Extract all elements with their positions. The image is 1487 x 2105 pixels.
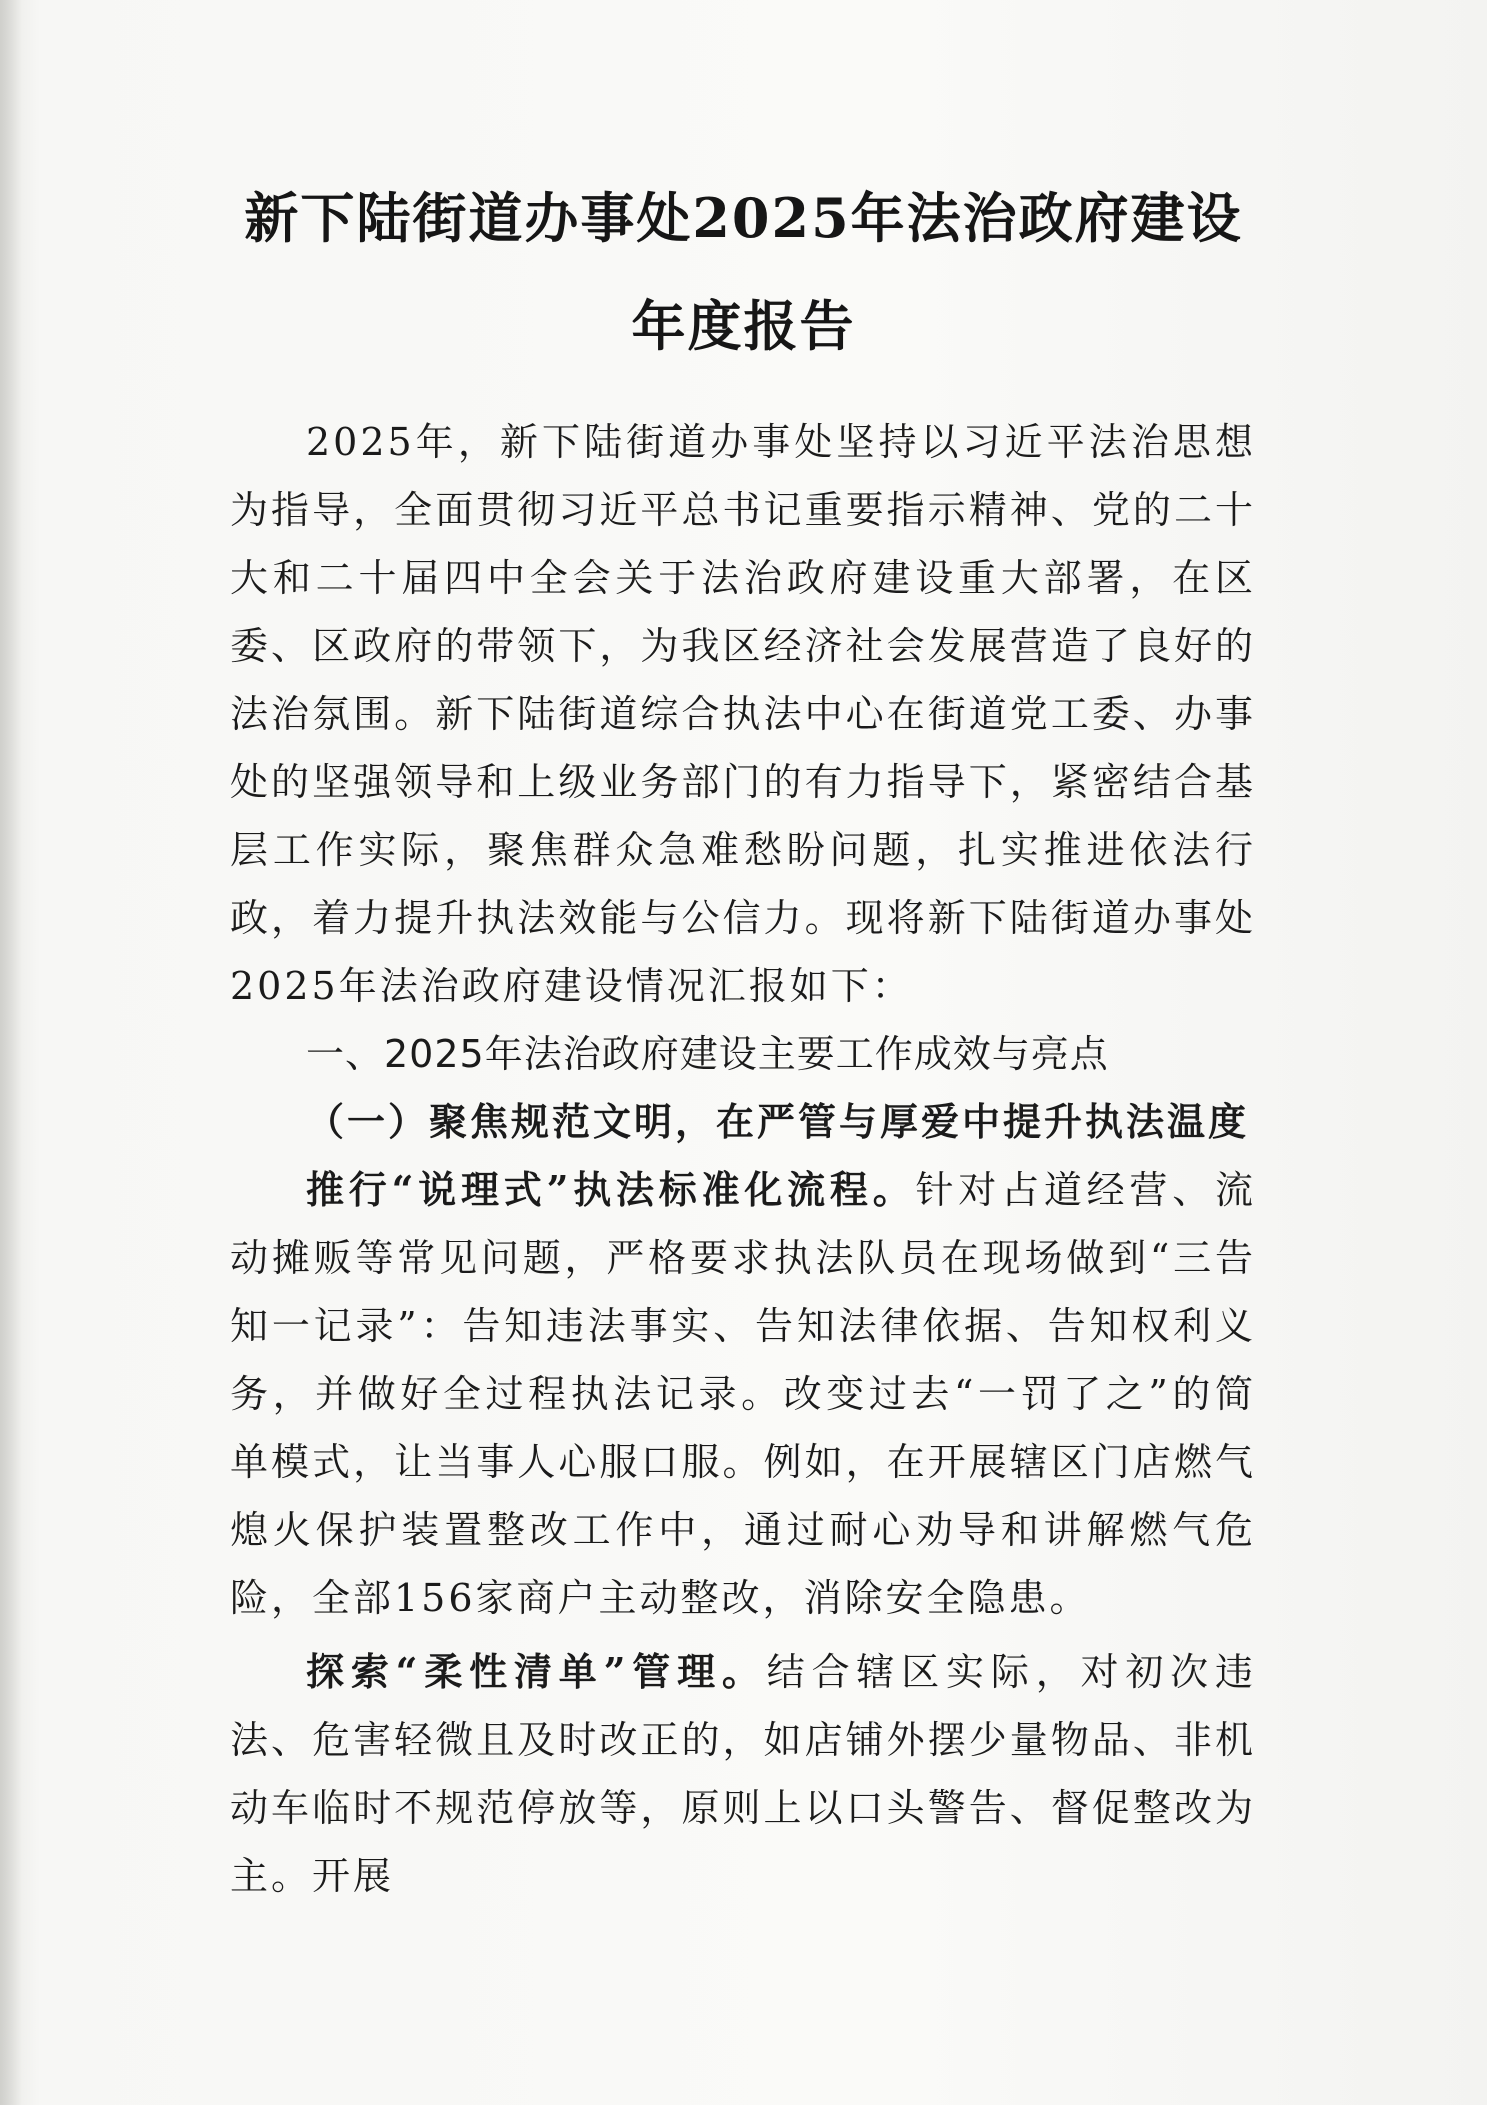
intro-paragraph: 2025年，新下陆街道办事处坚持以习近平法治思想为指导，全面贯彻习近平总书记重要指示精神、党的二十大和二十届四中全会关于法治政府建设重大部署，在区委、区政府的带领下，为我区经济社会发展营造了良好的法治氛围。新下陆街道综合执法中心在街道党工委、办事处的坚强领导和上级业务部门的有力指导下，紧密结合基层工作实际，聚焦群众急难愁盼问题，扎实推进依法行政，着力提升执法效能与公信力。现将新下陆街道办事处2025年法治政府建设情况汇报如下： — [230, 420, 1256, 1008]
paragraph-1 — [230, 1156, 1256, 1632]
paragraph-2 — [230, 1638, 1256, 1910]
paragraph-1-lead: 推行“说理式”执法标准化流程。 — [306, 1167, 916, 1212]
document-title-line1: 新下陆街道办事处2025年法治政府建设 — [244, 186, 1243, 250]
document-title-line2: 年度报告 — [631, 294, 856, 358]
subsection-heading: （一）聚焦规范文明，在严管与厚爱中提升执法温度 — [306, 1099, 1250, 1144]
paragraph-1-text: 针对占道经营、流动摊贩等常见问题，严格要求执法队员在现场做到“三告知一记录”：告知违法事实、告知法律依据、告知权利义务，并做好全过程执法记录。改变过去“一罚了之”的简单模式，让当事人心服口服。例如，在开展辖区门店燃气熄火保护装置整改工作中，通过耐心劝导和讲解燃气危险，全部156家商户主动整改，消除安全隐患。 — [230, 1168, 1256, 1620]
section-heading: 一、2025年法治政府建设主要工作成效与亮点 — [306, 1032, 1109, 1076]
document-body — [230, 408, 1256, 1910]
paragraph-2-text: 结合辖区实际，对初次违法、危害轻微且及时改正的，如店铺外摆少量物品、非机动车临时不规范停放等，原则上以口头警告、督促整改为主。开展 — [230, 1650, 1256, 1898]
paragraph-2-lead: 探索“柔性清单”管理。 — [306, 1649, 767, 1694]
